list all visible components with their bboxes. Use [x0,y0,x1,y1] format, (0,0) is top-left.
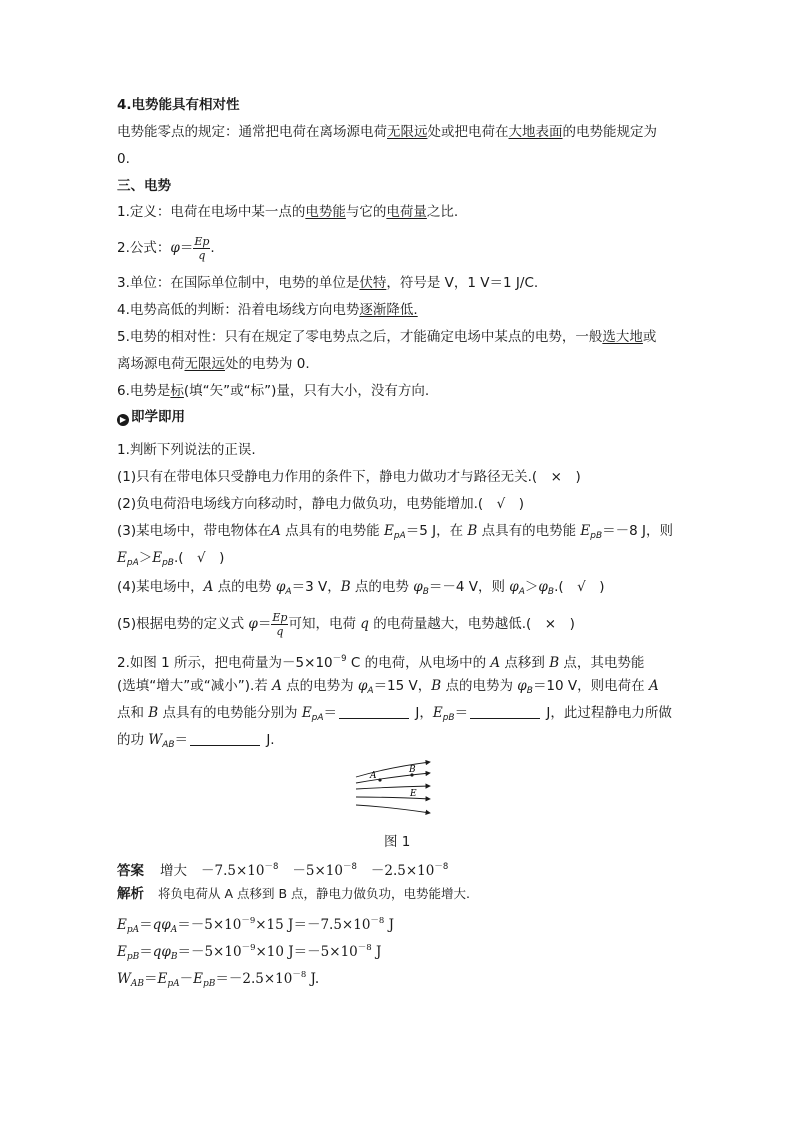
text: 5.电势的相对性：只有在规定了零电势点之后，才能确定电场中某点的电势，一般 [117,329,603,345]
text: (4)某电场中， [117,579,204,595]
answer-value: －5×10 [292,863,343,879]
text: 2.如图 1 所示，把电荷量为－5×10 [117,655,333,671]
text: ＝ [323,705,338,721]
text: (3)某电场中，带电物体在 [117,523,272,539]
text: ＝ [139,917,153,933]
definition-line [117,203,458,221]
superscript: －9 [241,943,256,953]
item-3 [117,522,673,545]
text: 6.电势是 [117,383,171,399]
phi-symbol: φ [170,240,180,256]
var: E [301,705,312,721]
answer-label: 答案 [117,863,144,879]
fraction [193,235,210,262]
judge-line [117,301,418,319]
text: 之比. [426,204,459,220]
field-line [356,786,430,789]
superscript: －9 [241,916,256,926]
fraction [271,611,288,638]
text: ＝ [139,944,153,960]
var: φ [357,678,368,694]
subscript: AB [130,979,145,989]
text: 点具有的电势能分别为 [158,705,302,721]
text: (5)根据电势的定义式 [117,616,249,632]
play-icon: ▶ [117,414,129,426]
answer-value: －7.5×10 [201,863,265,879]
electric-field-figure [350,759,440,819]
heading-relativity [117,96,240,114]
relativity-line-cont [117,355,310,373]
item-4 [117,578,605,601]
scalar-line [117,382,429,400]
text: － [179,971,194,987]
question-1 [117,441,256,459]
text: (填“矢”或“标”)量，只有大小，没有方向. [183,383,430,399]
subscript: pB [203,979,216,989]
text: ＞ [138,550,153,566]
text: (选填“增大”或“减小”).若 [117,678,273,694]
label-b: B [409,765,416,775]
text: (1)只有在带电体只受静电力作用的条件下，静电力做功才与路径无关.( × ) [117,469,581,485]
var: A [272,678,282,694]
answer-value: 增大 [160,863,187,879]
superscript: －9 [332,654,347,664]
analysis-text: 将负电荷从 A 点移到 B 点，静电力做负功，电势能增大. [158,886,470,901]
question-2-line-2 [117,677,659,700]
denominator: q [198,248,206,262]
superscript: －8 [370,916,385,926]
text: 3.单位：在国际单位制中，电势的单位是 [117,275,360,291]
text: ＝－8 J，则 [602,523,673,539]
text: ×15 J＝－7.5×10 [255,917,371,933]
text: J，此过程静电力所做 [542,705,672,721]
answer-fill: 标 [170,383,184,399]
text: ＝ [454,705,469,721]
text: ＝－4 V，则 [428,579,510,595]
text: J. [306,971,320,987]
subscript: pA [126,925,140,935]
label-e: E [410,789,417,799]
item-2 [117,495,524,513]
subscript: pB [162,558,174,568]
practice-heading [117,408,185,426]
subscript: A [518,587,525,597]
text: ＝3 V， [291,579,341,595]
var: qφ [152,944,171,960]
answer-blank[interactable] [470,706,540,719]
var: B [549,655,560,671]
var: E [580,523,591,539]
var: A [203,579,214,595]
item-3-cont [117,549,224,572]
var: q [360,616,369,632]
field-line [356,805,430,813]
text: .( √ ) [554,579,605,595]
point-a [378,778,381,781]
field-line [356,797,430,799]
text: 的功 [117,732,149,748]
paragraph-zero-point-cont [117,150,130,168]
subscript: B [422,587,429,597]
var: B [431,678,442,694]
heading-text: 4.电势能具有相对性 [117,97,240,113]
answer-fill: 电荷量 [386,204,427,220]
text: ＝ [144,971,158,987]
text: J， [411,705,433,721]
equals-sign: ＝ [179,240,194,256]
field-line [356,762,430,777]
superscript: －8 [434,862,449,872]
text: 或 [642,329,657,345]
equation-1 [117,912,394,939]
text: C 的电荷，从电场中的 [346,655,491,671]
equation-2 [117,939,381,966]
var: B [340,579,351,595]
analysis-line [117,885,470,903]
var: E [152,550,163,566]
label-a: A [370,771,377,781]
numerator: Ep [194,234,210,248]
var: E [117,917,127,933]
equation-3 [117,966,319,993]
var: W [148,732,163,748]
question-2-line-1 [117,650,644,672]
var: φ [413,579,423,595]
text: 的电荷量越大，电势越低.( × ) [368,616,575,632]
text: 点的电势为 [281,678,358,694]
item-1 [117,468,581,486]
answer-value: －2.5×10 [370,863,435,879]
text: ＝－5×10 [177,944,242,960]
superscript: －8 [292,970,307,980]
var: E [383,523,394,539]
answer-fill: 逐渐降低. [359,302,418,318]
text: 与它的 [345,204,387,220]
answer-fill: 大地表面 [508,124,563,140]
text: ＝－5×10 [177,917,242,933]
subscript: A [367,686,374,696]
text: ＝15 V， [373,678,432,694]
text: 点的电势 [350,579,414,595]
subscript: B [526,686,533,696]
text: .( √ ) [173,550,225,566]
text: ＞ [524,579,539,595]
text: 点和 [117,705,149,721]
text: J [371,944,382,960]
text: 点的电势为 [441,678,518,694]
formula-line [117,232,215,264]
superscript: －8 [342,862,357,872]
numerator: Ep [272,610,288,624]
subscript: pB [442,713,455,723]
analysis-label: 解析 [117,886,144,902]
var: E [117,944,127,960]
text: 电势能零点的规定：通常把电荷在离场源电荷 [117,124,387,140]
relativity-line [117,328,656,346]
text: 点移到 [500,655,550,671]
var: φ [538,579,548,595]
unit-line [117,274,538,292]
text: 点，其电势能 [559,655,645,671]
answer-fill: 选大地 [602,329,643,345]
answer-blank[interactable] [339,706,409,719]
superscript: －8 [357,943,372,953]
var: B [467,523,478,539]
text: 的电势能规定为 [562,124,657,140]
text: J [384,917,395,933]
var: E [193,971,203,987]
var: E [117,550,127,566]
var: E [432,705,443,721]
text: ×10 J＝－5×10 [255,944,358,960]
text: J. [262,732,275,748]
text: ＝5 J，在 [405,523,468,539]
practice-title: 即学即用 [131,409,185,425]
item-5 [117,608,575,640]
answer-fill: 电势能 [305,204,346,220]
text: 点具有的电势能 [280,523,384,539]
subscript: A [285,587,292,597]
var: W [117,971,131,987]
question-2-line-3 [117,704,672,727]
var: A [648,678,659,694]
subscript: B [547,587,555,597]
text: 4.电势高低的判断：沿着电场线方向电势 [117,302,360,318]
text: 1.判断下列说法的正误. [117,442,256,458]
var: φ [517,678,527,694]
question-2-line-4 [117,731,275,754]
subscript: B [170,952,178,962]
text: . [210,240,215,256]
answer-blank[interactable] [190,733,260,746]
subscript: pB [126,952,140,962]
text: ＝ [174,732,189,748]
answer-fill: 无限远 [387,124,428,140]
text: (2)负电荷沿电场线方向移动时，静电力做负功，电势能增加.( √ ) [117,496,525,512]
text: 处或把电荷在 [427,124,509,140]
subscript: pA [167,979,180,989]
text: 2.公式： [117,240,171,256]
var: φ [248,616,258,632]
var: B [148,705,159,721]
var: A [490,655,501,671]
field-line [356,773,430,783]
answer-line [117,858,448,880]
subscript: pA [126,558,139,568]
text: 1.定义：电荷在电场中某一点的 [117,204,306,220]
text: 0. [117,151,130,167]
subscript: AB [162,740,175,750]
subscript: pB [590,531,603,541]
var: E [157,971,168,987]
answer-fill: 伏特 [359,275,387,291]
text: 点的电势 [213,579,276,595]
section-title-text: 三、电势 [117,178,171,194]
text: 处的电势为 0. [225,356,310,372]
var: φ [509,579,519,595]
text: ＝10 V，则电荷在 [532,678,649,694]
text: 点具有的电势能 [477,523,581,539]
section-title-potential [117,177,171,195]
var: A [271,523,281,539]
subscript: pA [393,531,406,541]
denominator: q [276,624,284,638]
paragraph-zero-point [117,123,657,141]
var: qφ [152,917,171,933]
text: ＝ [257,616,272,632]
text: ，符号是 V，1 V＝1 J/C. [386,275,539,291]
answer-fill: 无限远 [184,356,225,372]
var: φ [275,579,286,595]
text: ＝－2.5×10 [215,971,293,987]
subscript: A [170,925,178,935]
superscript: －8 [264,862,279,872]
figure-caption: 图 1 [384,834,411,850]
text: 离场源电荷 [117,356,185,372]
text: 可知，电荷 [288,616,361,632]
subscript: pA [311,713,324,723]
